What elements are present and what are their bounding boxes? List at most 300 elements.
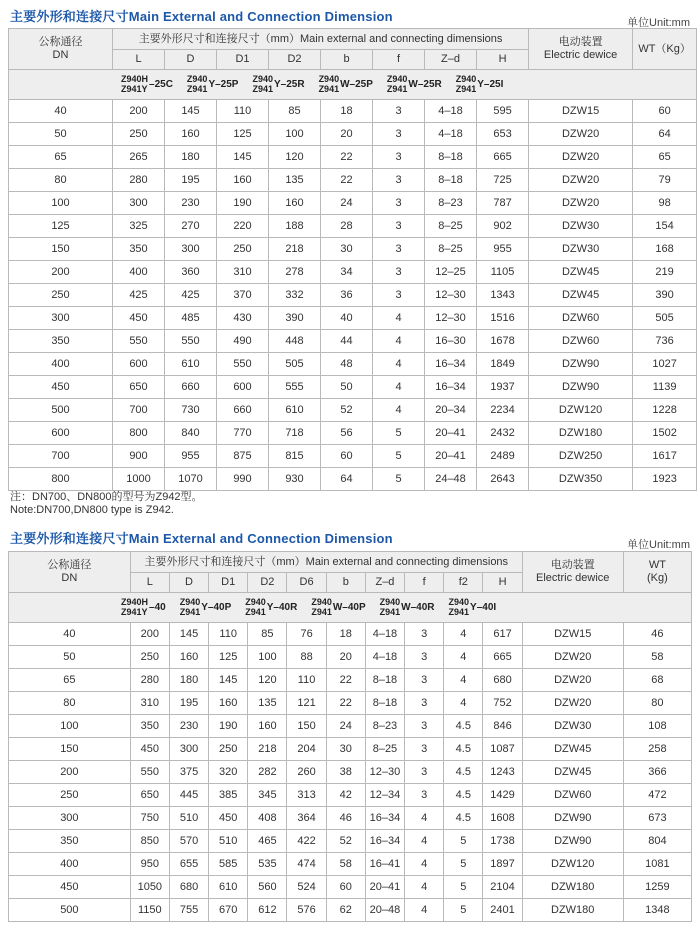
table-cell: 1608	[483, 807, 522, 830]
table-cell: 345	[248, 784, 287, 807]
table-cell: 4	[444, 692, 483, 715]
table-cell: 60	[326, 876, 365, 899]
table-cell: 2643	[477, 468, 529, 491]
table-cell: 282	[248, 761, 287, 784]
table-cell: 1502	[633, 422, 697, 445]
table-cell: 135	[248, 692, 287, 715]
table-cell: 190	[209, 715, 248, 738]
dn-header-cn: 公称通径	[47, 559, 92, 572]
table-cell: DZW15	[529, 100, 633, 123]
dn-header	[9, 29, 113, 70]
note-en: Note:DN700,DN800 type is Z942.	[10, 504, 174, 516]
table-cell: 500	[9, 899, 131, 922]
table-cell: 752	[483, 692, 522, 715]
table-cell: 125	[9, 215, 113, 238]
dn-header-en: DN	[52, 49, 69, 61]
table-cell: 472	[623, 784, 691, 807]
model-type-code: Z940	[379, 597, 401, 608]
table-cell: 120	[248, 669, 287, 692]
table-cell: 300	[113, 192, 165, 215]
section1-title: 主要外形和连接尺寸Main External and Connection Dimension	[10, 9, 393, 24]
col-header: f2	[444, 573, 483, 593]
dn-header	[9, 552, 131, 593]
table-cell: 4	[405, 853, 444, 876]
table-cell: 350	[113, 238, 165, 261]
table-cell: DZW180	[522, 899, 623, 922]
table-cell: 4–18	[425, 123, 477, 146]
model-type-label	[121, 598, 166, 617]
model-type-label	[121, 75, 173, 94]
table-row	[9, 738, 692, 761]
table-cell: 800	[113, 422, 165, 445]
table-cell: 4.5	[444, 761, 483, 784]
table-cell: 510	[169, 807, 208, 830]
table-cell: 219	[633, 261, 697, 284]
table-cell: 320	[209, 761, 248, 784]
model-type-code: Z941	[455, 83, 477, 94]
table-cell: DZW120	[529, 399, 633, 422]
table-cell: 280	[130, 669, 169, 692]
model-type-label	[245, 598, 297, 617]
table-row	[9, 646, 692, 669]
table-row	[9, 422, 697, 445]
table-cell: 653	[477, 123, 529, 146]
table-cell: 408	[248, 807, 287, 830]
table-cell: 65	[9, 146, 113, 169]
table-cell: 125	[209, 646, 248, 669]
table-cell: 16–34	[425, 353, 477, 376]
table-cell: DZW15	[522, 623, 623, 646]
wt-header: WT（Kg）	[633, 29, 697, 70]
model-type-label	[449, 598, 497, 617]
table-cell: 5	[444, 899, 483, 922]
table-cell: 12–34	[365, 784, 404, 807]
table-cell: 400	[113, 261, 165, 284]
table-cell: 3	[373, 261, 425, 284]
table-cell: 110	[287, 669, 326, 692]
table-cell: DZW20	[522, 646, 623, 669]
table-cell: 110	[217, 100, 269, 123]
table-cell: 550	[165, 330, 217, 353]
table-cell: 505	[633, 307, 697, 330]
model-type-code: Z940	[318, 74, 340, 85]
table-cell: 665	[477, 146, 529, 169]
table-cell: 725	[477, 169, 529, 192]
table-cell: 902	[477, 215, 529, 238]
table-cell: DZW20	[529, 169, 633, 192]
table-cell: 4–18	[365, 623, 404, 646]
table-cell: 400	[9, 353, 113, 376]
table-row	[9, 261, 697, 284]
table-cell: 2432	[477, 422, 529, 445]
table-cell: 617	[483, 623, 522, 646]
table-cell: 3	[405, 784, 444, 807]
table-cell: 145	[217, 146, 269, 169]
table-cell: 160	[217, 169, 269, 192]
table-cell: 200	[130, 623, 169, 646]
table-cell: 88	[287, 646, 326, 669]
table-cell: 180	[165, 146, 217, 169]
table-cell: 390	[633, 284, 697, 307]
table-cell: 310	[217, 261, 269, 284]
table-cell: 930	[269, 468, 321, 491]
section2-title: 主要外形和连接尺寸Main External and Connection Dimension	[10, 531, 393, 546]
table-cell: 3	[405, 715, 444, 738]
model-type-label	[319, 75, 373, 94]
table-cell: 1027	[633, 353, 697, 376]
model-type-code: Z941	[311, 606, 332, 617]
table-cell: 48	[321, 353, 373, 376]
table-cell: 550	[113, 330, 165, 353]
table-cell: 8–18	[365, 669, 404, 692]
table-cell: 600	[113, 353, 165, 376]
table-cell: 655	[169, 853, 208, 876]
table-cell: 3	[373, 215, 425, 238]
table-cell: 4	[444, 669, 483, 692]
table-cell: DZW30	[522, 715, 623, 738]
table-cell: 16–30	[425, 330, 477, 353]
model-type-label	[380, 598, 435, 617]
table-cell: 665	[483, 646, 522, 669]
main-dims-header: 主要外形尺寸和连接尺寸（mm）Main external and connecting dimensions	[130, 552, 522, 573]
table-cell: 450	[209, 807, 248, 830]
table-cell: 3	[373, 284, 425, 307]
table-cell: 4.5	[444, 784, 483, 807]
table-cell: 42	[326, 784, 365, 807]
model-type-suffix: W–25R	[408, 78, 442, 90]
table-cell: 450	[130, 738, 169, 761]
table-cell: 195	[165, 169, 217, 192]
table-cell: 34	[321, 261, 373, 284]
table-cell: 40	[321, 307, 373, 330]
table-cell: 160	[209, 692, 248, 715]
table-cell: 750	[130, 807, 169, 830]
table-cell: 4	[405, 830, 444, 853]
table-cell: 448	[269, 330, 321, 353]
table-cell: 3	[373, 169, 425, 192]
table-cell: 60	[633, 100, 697, 123]
model-type-code: Z940	[455, 74, 477, 85]
table-cell: 524	[287, 876, 326, 899]
table-row	[9, 238, 697, 261]
table-cell: 1738	[483, 830, 522, 853]
table-cell: 3	[405, 669, 444, 692]
table-cell: 154	[633, 215, 697, 238]
table-cell: 2104	[483, 876, 522, 899]
table-cell: 4–18	[425, 100, 477, 123]
table-cell: 8–25	[425, 215, 477, 238]
table-cell: 650	[130, 784, 169, 807]
table-cell: 12–30	[425, 307, 477, 330]
table-cell: 450	[9, 876, 131, 899]
table-cell: 121	[287, 692, 326, 715]
table-cell: 250	[9, 784, 131, 807]
table-cell: 4.5	[444, 715, 483, 738]
table-cell: 1923	[633, 468, 697, 491]
table-cell: 474	[287, 853, 326, 876]
table-cell: 30	[321, 238, 373, 261]
table-cell: DZW45	[529, 261, 633, 284]
table-cell: 1000	[113, 468, 165, 491]
table-cell: 18	[326, 623, 365, 646]
table-cell: 50	[321, 376, 373, 399]
table-cell: 46	[326, 807, 365, 830]
electric-header-cn: 电动装置	[558, 36, 603, 49]
table-cell: 40	[9, 623, 131, 646]
table-cell: 840	[165, 422, 217, 445]
table-row	[9, 853, 692, 876]
table-cell: 8–25	[425, 238, 477, 261]
table-cell: 195	[169, 692, 208, 715]
table-cell: 230	[169, 715, 208, 738]
model-types-row	[9, 593, 692, 623]
table-cell: DZW20	[529, 146, 633, 169]
table-cell: 846	[483, 715, 522, 738]
table-cell: 610	[165, 353, 217, 376]
table-cell: 300	[165, 238, 217, 261]
table-cell: 260	[287, 761, 326, 784]
table-cell: 600	[9, 422, 113, 445]
table-cell: 16–34	[365, 807, 404, 830]
table-cell: 125	[217, 123, 269, 146]
table-cell: 108	[623, 715, 691, 738]
model-types-row	[9, 70, 697, 100]
table-row	[9, 784, 692, 807]
table-cell: 3	[405, 761, 444, 784]
table-cell: 180	[169, 669, 208, 692]
table-cell: 24	[326, 715, 365, 738]
table-cell: 422	[287, 830, 326, 853]
model-type-label	[187, 75, 239, 94]
model-type-code: Z940	[386, 74, 408, 85]
table-row	[9, 830, 692, 853]
table-cell: 160	[165, 123, 217, 146]
table-cell: 1087	[483, 738, 522, 761]
table-cell: 3	[405, 692, 444, 715]
table-cell: 85	[269, 100, 321, 123]
dn-header-en: DN	[61, 572, 78, 584]
table-cell: 135	[269, 169, 321, 192]
model-type-code: Z941	[245, 606, 266, 617]
table-cell: 98	[633, 192, 697, 215]
table-cell: 16–34	[365, 830, 404, 853]
col-header: Z–d	[365, 573, 404, 593]
table-cell: DZW90	[522, 830, 623, 853]
model-type-code: Z940	[311, 597, 332, 608]
table-cell: 3	[405, 738, 444, 761]
table-cell: 22	[321, 146, 373, 169]
table-cell: 8–18	[425, 146, 477, 169]
table-cell: 64	[321, 468, 373, 491]
table-cell: 804	[623, 830, 691, 853]
table-cell: 310	[130, 692, 169, 715]
table-row	[9, 192, 697, 215]
table-row	[9, 445, 697, 468]
model-type-suffix: W–40P	[332, 601, 366, 613]
table-cell: 390	[269, 307, 321, 330]
table-cell: 1617	[633, 445, 697, 468]
table-row	[9, 468, 697, 491]
model-type-suffix: –25C	[149, 78, 173, 90]
table-cell: 1150	[130, 899, 169, 922]
col-header: b	[326, 573, 365, 593]
table-cell: 12–30	[365, 761, 404, 784]
table-cell: 535	[248, 853, 287, 876]
table-cell: 700	[113, 399, 165, 422]
table-cell: DZW90	[529, 353, 633, 376]
table-cell: DZW20	[529, 123, 633, 146]
table-cell: 270	[165, 215, 217, 238]
col-header: H	[477, 50, 529, 70]
table-cell: DZW180	[529, 422, 633, 445]
table-row	[9, 807, 692, 830]
table-cell: 278	[269, 261, 321, 284]
table-row	[9, 146, 697, 169]
table-cell: 875	[217, 445, 269, 468]
table-cell: 2401	[483, 899, 522, 922]
table-cell: 600	[217, 376, 269, 399]
col-header: D	[165, 50, 217, 70]
table-cell: 4	[373, 307, 425, 330]
model-type-code: Z940	[186, 74, 208, 85]
table-cell: 1081	[623, 853, 691, 876]
table-cell: 250	[113, 123, 165, 146]
table-cell: 4	[373, 330, 425, 353]
col-header: H	[483, 573, 522, 593]
table-cell: 46	[623, 623, 691, 646]
table-cell: 610	[269, 399, 321, 422]
table-cell: 364	[287, 807, 326, 830]
table-cell: 400	[9, 853, 131, 876]
table-cell: DZW45	[522, 761, 623, 784]
model-type-label	[252, 75, 304, 94]
table-cell: 4	[373, 353, 425, 376]
table-cell: 955	[165, 445, 217, 468]
col-header: L	[130, 573, 169, 593]
table-cell: 40	[9, 100, 113, 123]
table-cell: 65	[633, 146, 697, 169]
table-cell: 20–41	[365, 876, 404, 899]
table-cell: 815	[269, 445, 321, 468]
table-cell: 3	[405, 646, 444, 669]
table-cell: 660	[217, 399, 269, 422]
table-cell: 950	[130, 853, 169, 876]
table-cell: 4	[373, 376, 425, 399]
table-row	[9, 100, 697, 123]
table-cell: 2489	[477, 445, 529, 468]
table-cell: 332	[269, 284, 321, 307]
electric-header-cn: 电动装置	[550, 559, 595, 572]
wt-header-2: (Kg)	[646, 572, 668, 584]
col-header: b	[321, 50, 373, 70]
table-cell: 16–34	[425, 376, 477, 399]
model-type-code: Z941	[186, 83, 208, 94]
table-cell: 5	[373, 445, 425, 468]
table-cell: DZW20	[522, 692, 623, 715]
table-cell: 265	[113, 146, 165, 169]
table-row	[9, 376, 697, 399]
table-cell: 3	[373, 146, 425, 169]
table-cell: 30	[326, 738, 365, 761]
table-cell: 4	[405, 807, 444, 830]
table-cell: 200	[113, 100, 165, 123]
table-cell: 60	[321, 445, 373, 468]
table-cell: 8–18	[425, 169, 477, 192]
table-cell: 12–30	[425, 284, 477, 307]
table-cell: 550	[217, 353, 269, 376]
table-cell: 300	[169, 738, 208, 761]
table-cell: 670	[209, 899, 248, 922]
table-cell: 8–23	[365, 715, 404, 738]
table-cell: 79	[633, 169, 697, 192]
table-row	[9, 284, 697, 307]
wt-header-1: WT	[648, 559, 666, 572]
table-row	[9, 330, 697, 353]
table-cell: 100	[9, 715, 131, 738]
table-cell: 120	[269, 146, 321, 169]
table-cell: 250	[9, 284, 113, 307]
dimension-table-2	[8, 551, 692, 922]
model-type-code: Z941Y	[121, 83, 148, 94]
table-row	[9, 761, 692, 784]
table-cell: 280	[113, 169, 165, 192]
model-type-code: Z940H	[121, 597, 149, 608]
model-type-code: Z941	[179, 606, 201, 617]
table-cell: 4–18	[365, 646, 404, 669]
table-cell: 85	[248, 623, 287, 646]
table-cell: DZW45	[529, 284, 633, 307]
table-cell: 20	[321, 123, 373, 146]
table-cell: 4	[405, 876, 444, 899]
table-cell: 787	[477, 192, 529, 215]
table-cell: 80	[9, 169, 113, 192]
table-cell: DZW20	[522, 669, 623, 692]
table-cell: 100	[9, 192, 113, 215]
col-header: Z–d	[425, 50, 477, 70]
table-cell: 250	[209, 738, 248, 761]
table-cell: 560	[248, 876, 287, 899]
table-cell: 52	[326, 830, 365, 853]
table-cell: 385	[209, 784, 248, 807]
table-cell: 900	[113, 445, 165, 468]
table-cell: DZW120	[522, 853, 623, 876]
table-cell: 5	[444, 876, 483, 899]
model-type-code: Z940	[252, 74, 273, 85]
table-cell: 570	[169, 830, 208, 853]
model-type-label	[311, 598, 365, 617]
table-cell: 250	[130, 646, 169, 669]
table-cell: 425	[113, 284, 165, 307]
table-cell: 22	[321, 169, 373, 192]
table-cell: 360	[165, 261, 217, 284]
table-cell: 1050	[130, 876, 169, 899]
table-cell: 4	[373, 399, 425, 422]
section2-unit: 单位Unit:mm	[627, 539, 690, 551]
table-cell: 680	[483, 669, 522, 692]
table-cell: 3	[373, 123, 425, 146]
electric-header	[522, 552, 623, 593]
model-type-label	[387, 75, 442, 94]
table-cell: 145	[169, 623, 208, 646]
table-cell: 58	[326, 853, 365, 876]
table-cell: 300	[9, 307, 113, 330]
table-cell: 68	[623, 669, 691, 692]
table-cell: 450	[9, 376, 113, 399]
table-cell: 188	[269, 215, 321, 238]
table-cell: 230	[165, 192, 217, 215]
col-header: D	[169, 573, 208, 593]
table-cell: DZW45	[522, 738, 623, 761]
